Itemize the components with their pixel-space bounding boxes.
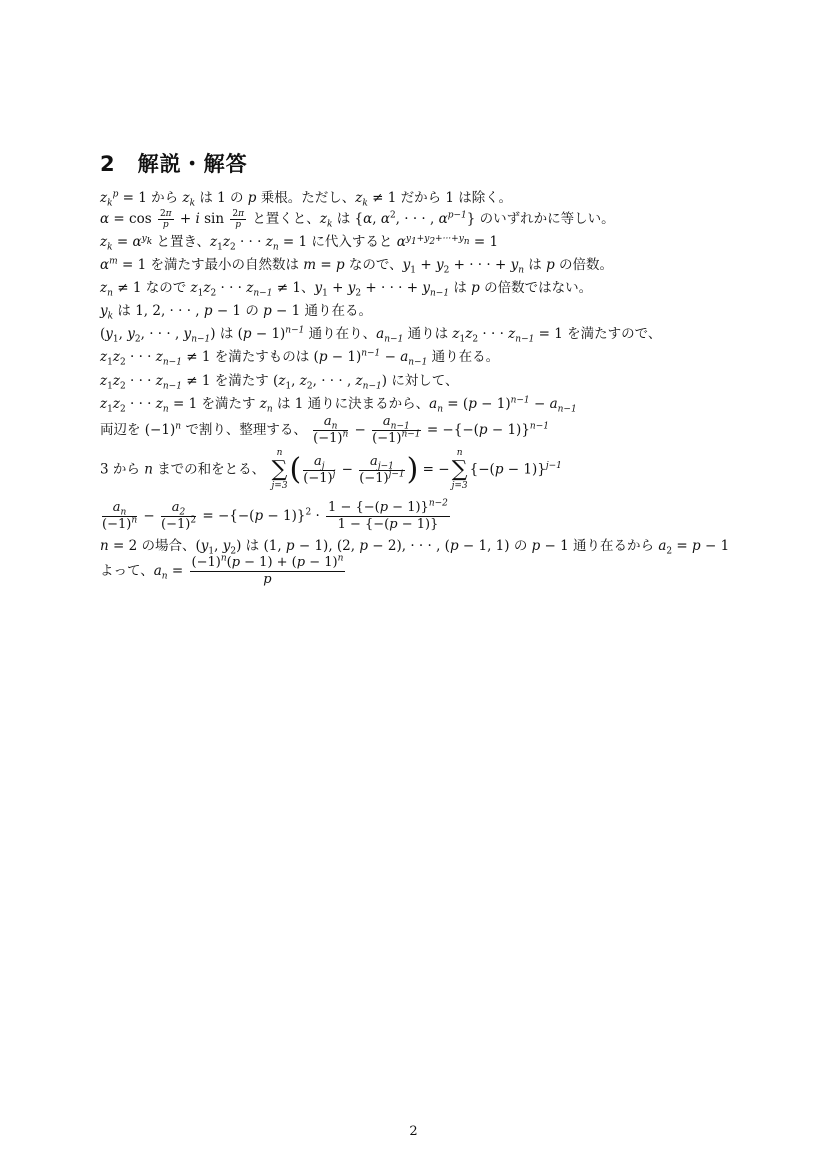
solution-line-11: 両辺を $(-1)^n$ で割り、整理する、 $\frac{a_n}{(-1)^n}$ − $\frac{a_{n-1}}{(-1)^{n-1}}$ = $-\{-(p - 1)\}^{n-1}$	[100, 414, 549, 446]
solution-line-5: $z_n \ne 1$ なので $z_1z_2$ · · · $z_{n-1} \ne 1$、$y_1 + y_2$ + · · · + $y_{n-1}$ は p の倍数ではない。	[100, 280, 593, 299]
solution-line-2: α = cos $\frac{2\pi}{p}$ + i sin $\frac{2\pi}{p}$ と置くと、$z_k$ は {α, $\alpha^2$, · · · , $\alpha^{p-1}$} のいずれかに等しい。	[100, 209, 615, 230]
solution-line-1: $z_k^p = 1$ から $z_k$ は 1 の p 乗根。ただし、$z_k \ne 1$ だから 1 は除く。	[100, 189, 513, 209]
section-heading	[100, 148, 248, 178]
section-number: 2	[100, 152, 116, 176]
section-title-text: 解説・解答	[137, 152, 248, 176]
solution-line-6: $y_k$ は 1, 2, · · · , p − 1 の p − 1 通り在る。	[100, 303, 373, 322]
solution-line-15: よって、$a_n$ = $\frac{(-1)^n(p - 1) + (p - 1)^n}{p}$	[100, 553, 344, 587]
solution-line-9: $z_1z_2$ · · · $z_{n-1} \ne 1$ を満たす ($z_1$, $z_2$, · · · , $z_{n-1}$) に対して、	[100, 373, 459, 392]
solution-line-4: $\alpha^m = 1$ を満たす最小の自然数は m = p なので、$y_1 + y_2$ + · · · + $y_n$ は p の倍数。	[100, 256, 614, 276]
solution-line-3: $z_k = \alpha^{y_k}$ と置き、$z_1z_2$ · · · $z_n = 1$ に代入すると $\alpha^{y_1+y_2+\cdot\cdot\cdot+y_n} = 1$	[100, 233, 499, 253]
solution-line-13: $\frac{a_n}{(-1)^n}$ − $\frac{a_2}{(-1)^2}$ = $-\{-(p - 1)\}^2$ · $\frac{1 - \{-(p - 1)\}^{n-2}}{1 - \{-(p - 1)\}}$	[102, 498, 448, 532]
solution-line-7: ($y_1$, $y_2$, · · · , $y_{n-1}$) は $(p - 1)^{n-1}$ 通り在り、$a_{n-1}$ 通りは $z_1z_2$ · · · $z_{n-1} = 1$ を満たすので、	[100, 325, 662, 345]
solution-line-10: $z_1z_2$ · · · $z_n = 1$ を満たす $z_n$ は 1 通りに決まるから、$a_n = (p - 1)^{n-1} - a_{n-1}$	[100, 395, 577, 415]
solution-line-8: $z_1z_2$ · · · $z_{n-1} \ne 1$ を満たすものは $(p - 1)^{n-1} - a_{n-1}$ 通り在る。	[100, 348, 500, 368]
solution-line-12: 3 から n までの和をとる、 n ∑ j=3 ( $\frac{a_j}{(-1)^j}$ − $\frac{a_{j-1}}{(-1)^{j-1}}$ ) = − n ∑ j=3 $\{-(p - 1)\}^{j-1}$	[100, 448, 562, 491]
page-number: 2	[409, 1124, 418, 1139]
solution-line-14: n = 2 の場合、($y_1$, $y_2$) は (1, p − 1), (2, p − 2), · · · , (p − 1, 1) の p − 1 通り在るから $a_2 = p - 1$	[100, 538, 730, 557]
